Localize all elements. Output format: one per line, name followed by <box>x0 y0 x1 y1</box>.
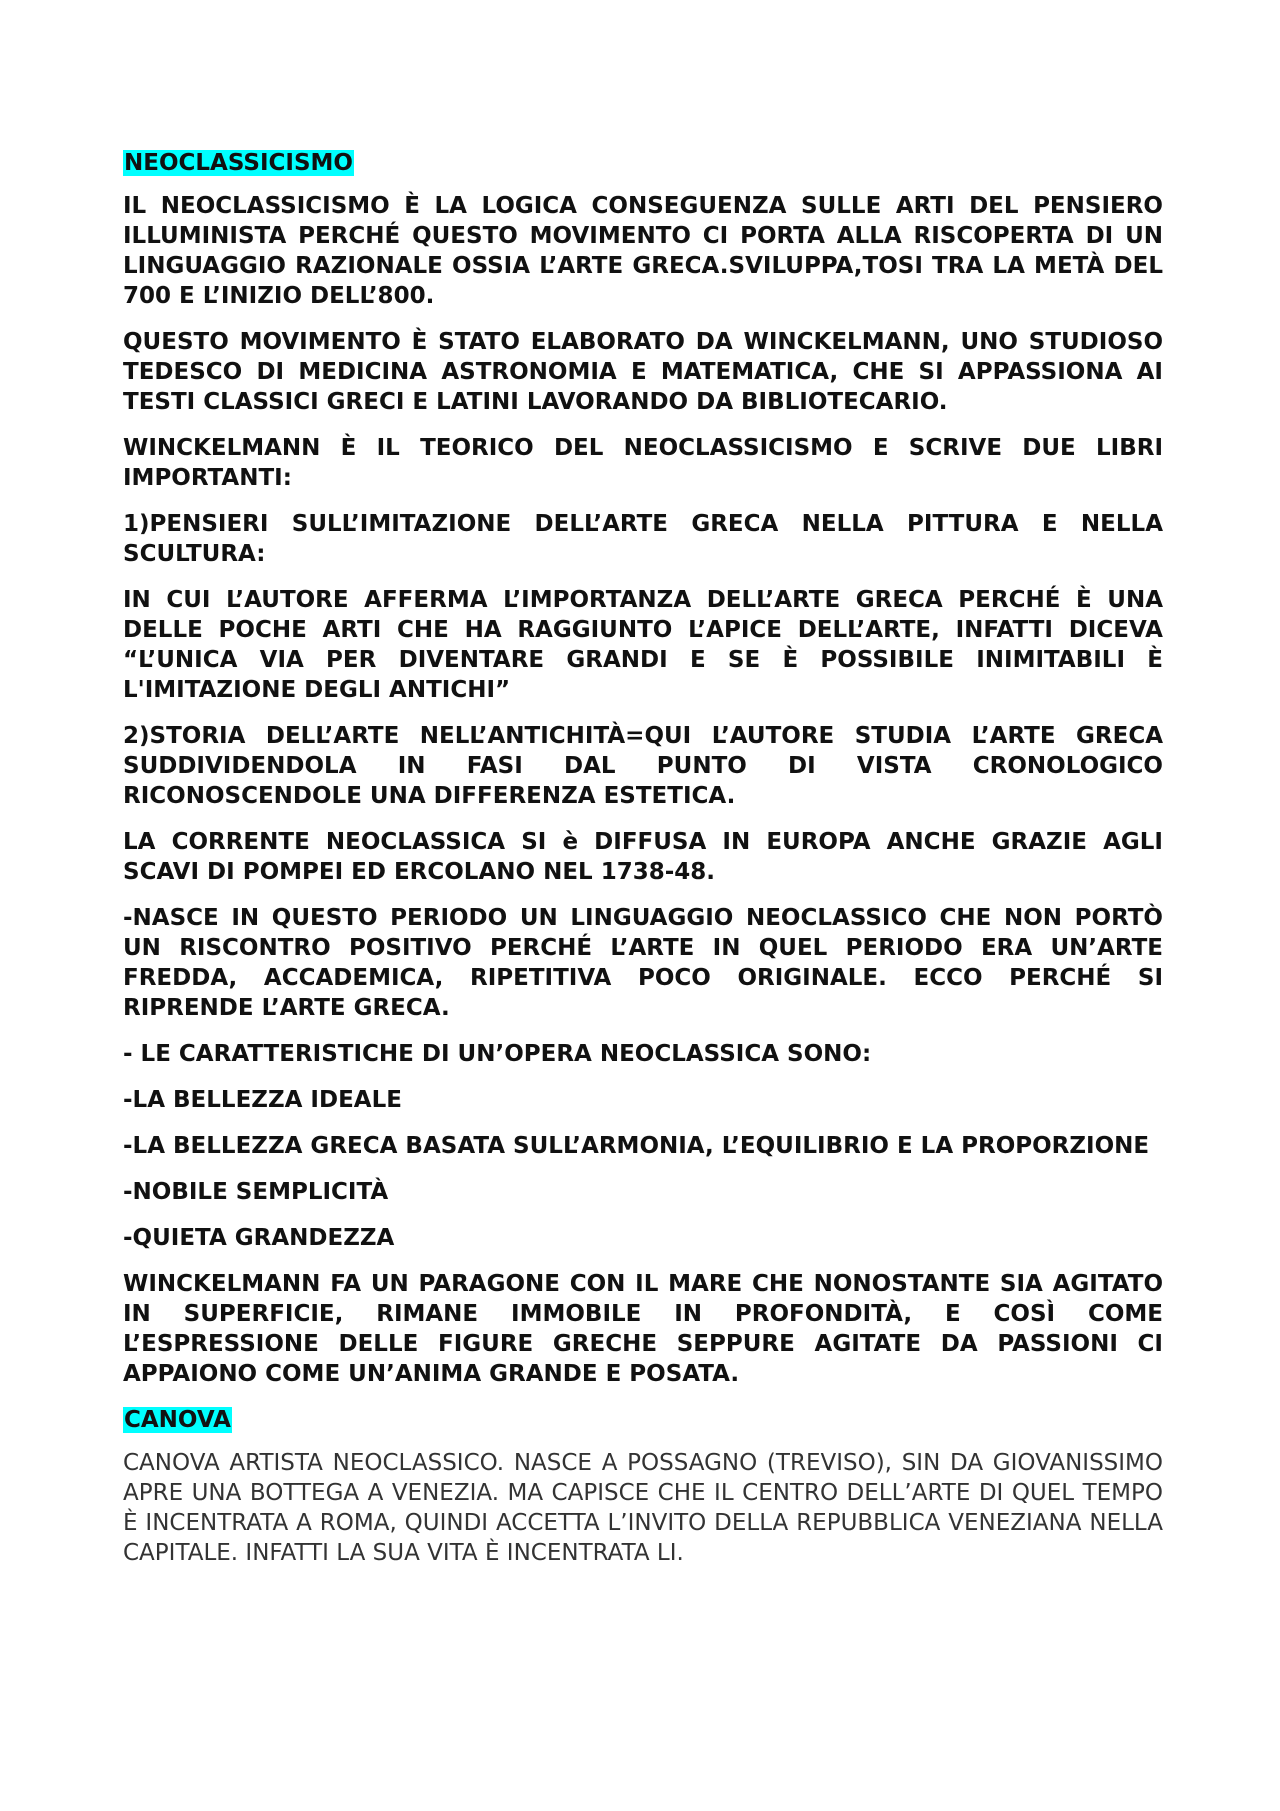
list-item: -NOBILE SEMPLICITÀ <box>123 1179 389 1205</box>
paragraph-book-2: 2)STORIA DELL’ARTE NELL’ANTICHITÀ=QUI L’AUTORE STUDIA L’ARTE GRECA SUDDIVIDENDOLA IN FASI DAL PUNTO DI VISTA CRONOLOGICO RICONOSCENDOLE UNA DIFFERENZA ESTETICA. <box>123 723 1163 809</box>
paragraph-characteristics: - LE CARATTERISTICHE DI UN’OPERA NEOCLASSICA SONO: <box>123 1041 872 1067</box>
paragraph-intro: IL NEOCLASSICISMO È LA LOGICA CONSEGUENZA SULLE ARTI DEL PENSIERO ILLUMINISTA PERCHÉ QUESTO MOVIMENTO CI PORTA ALLA RISCOPERTA DI UN LINGUAGGIO RAZIONALE OSSIA L’ARTE GRECA.SVILUPPA,TOSI TRA LA METÀ DEL 700 E L’INIZIO DELL’800. <box>123 193 1163 309</box>
paragraph-winckelmann: QUESTO MOVIMENTO È STATO ELABORATO DA WINCKELMANN, UNO STUDIOSO TEDESCO DI MEDICINA ASTRONOMIA E MATEMATICA, CHE SI APPASSIONA AI TESTI CLASSICI GRECI E LATINI LAVORANDO DA BIBLIOTECARIO. <box>123 329 1163 415</box>
paragraph-diffusion: LA CORRENTE NEOCLASSICA SI è DIFFUSA IN EUROPA ANCHE GRAZIE AGLI SCAVI DI POMPEI ED ERCOLANO NEL 1738-48. <box>123 829 1163 885</box>
heading-highlight: CANOVA <box>124 1407 231 1433</box>
document-page <box>123 148 1163 1584</box>
paragraph-sea-comparison: WINCKELMANN FA UN PARAGONE CON IL MARE CHE NONOSTANTE SIA AGITATO IN SUPERFICIE, RIMANE IMMOBILE IN PROFONDITÀ, E COSÌ COME L’ESPRESSIONE DELLE FIGURE GRECHE SEPPURE AGITATE DA PASSIONI CI APPAIONO COME UN’ANIMA GRANDE E POSATA. <box>123 1271 1163 1387</box>
section-heading-neoclassicismo <box>123 148 1163 178</box>
paragraph-language: -NASCE IN QUESTO PERIODO UN LINGUAGGIO NEOCLASSICO CHE NON PORTÒ UN RISCONTRO POSITIVO PERCHÉ L’ARTE IN QUEL PERIODO ERA UN’ARTE FREDDA, ACCADEMICA, RIPETITIVA POCO ORIGINALE. ECCO PERCHÉ SI RIPRENDE L’ARTE GRECA. <box>123 905 1163 1021</box>
list-item: -LA BELLEZZA GRECA BASATA SULL’ARMONIA, L’EQUILIBRIO E LA PROPORZIONE <box>123 1133 1150 1159</box>
section-heading-canova <box>123 1405 1163 1435</box>
list-item: -QUIETA GRANDEZZA <box>123 1225 395 1251</box>
paragraph-book-1: 1)PENSIERI SULL’IMITAZIONE DELL’ARTE GRECA NELLA PITTURA E NELLA SCULTURA: <box>123 511 1163 567</box>
list-item: -LA BELLEZZA IDEALE <box>123 1087 402 1113</box>
paragraph-books: WINCKELMANN È IL TEORICO DEL NEOCLASSICISMO E SCRIVE DUE LIBRI IMPORTANTI: <box>123 435 1163 491</box>
paragraph-book-1-desc: IN CUI L’AUTORE AFFERMA L’IMPORTANZA DELL’ARTE GRECA PERCHÉ È UNA DELLE POCHE ARTI CHE HA RAGGIUNTO L’APICE DELL’ARTE, INFATTI DICEVA “L’UNICA VIA PER DIVENTARE GRANDI E SE È POSSIBILE INIMITABILI È L'IMITAZIONE DEGLI ANTICHI” <box>123 587 1163 703</box>
heading-highlight: NEOCLASSICISMO <box>124 150 353 176</box>
paragraph-canova: CANOVA ARTISTA NEOCLASSICO. NASCE A POSSAGNO (TREVISO), SIN DA GIOVANISSIMO APRE UNA BOTTEGA A VENEZIA. MA CAPISCE CHE IL CENTRO DELL’ARTE DI QUEL TEMPO È INCENTRATA A ROMA, QUINDI ACCETTA L’INVITO DELLA REPUBBLICA VENEZIANA NELLA CAPITALE. INFATTI LA SUA VITA È INCENTRATA LI. <box>123 1450 1163 1566</box>
